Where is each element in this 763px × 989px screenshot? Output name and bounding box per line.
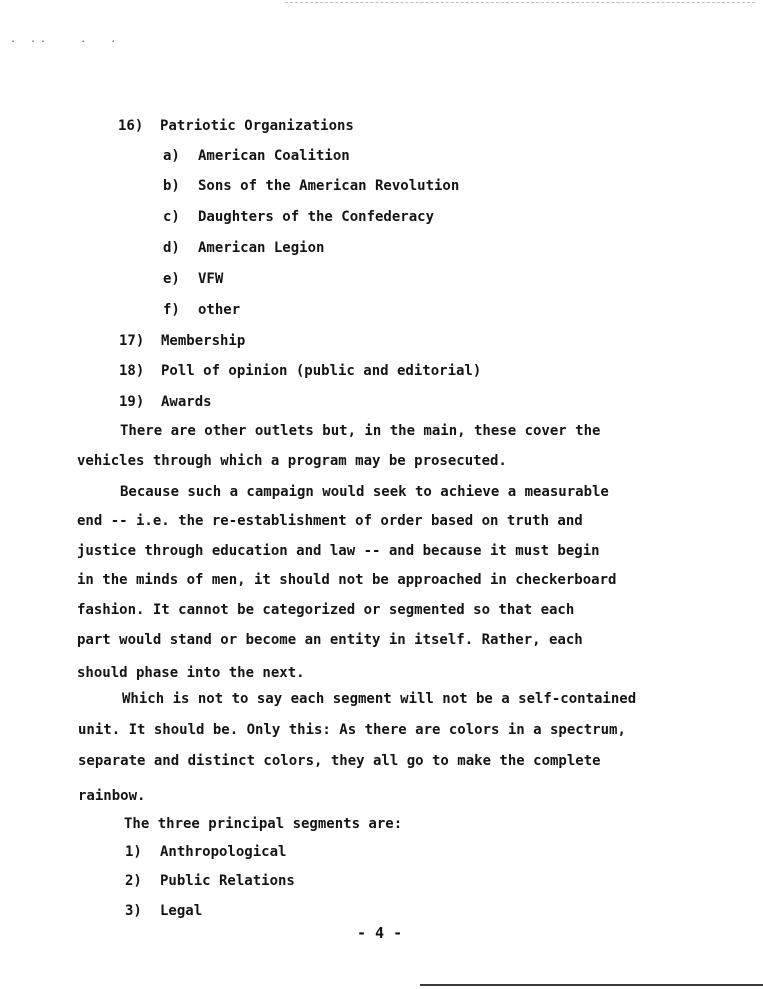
list-item-16 <box>118 117 354 135</box>
paragraph-line: part would stand or become an entity in itself. Rather, each <box>77 632 583 648</box>
sub-marker: b) <box>163 178 180 194</box>
paragraph-line: There are other outlets but, in the main, these cover the <box>120 423 601 439</box>
segment-marker: 1) <box>125 844 142 860</box>
sub-item-f <box>163 301 240 319</box>
sub-text: American Coalition <box>198 148 350 164</box>
list-text: Patriotic Organizations <box>160 118 354 134</box>
paragraph-line: rainbow. <box>78 788 146 804</box>
paragraph-line: vehicles through which a program may be prosecuted. <box>77 453 507 469</box>
segment-item-2 <box>125 872 295 890</box>
paragraph-line: fashion. It cannot be categorized or segmented so that each <box>77 602 575 618</box>
sub-item-b <box>163 177 459 195</box>
list-text: Awards <box>161 394 212 410</box>
paragraph-line: separate and distinct colors, they all go to make the complete <box>78 753 601 769</box>
paragraph-line: should phase into the next. <box>77 665 305 681</box>
sub-marker: f) <box>163 302 180 318</box>
sub-item-c <box>163 208 434 226</box>
segment-text: Legal <box>160 903 203 919</box>
list-item-19 <box>119 393 212 411</box>
sub-text: Sons of the American Revolution <box>198 178 460 194</box>
sub-item-d <box>163 239 324 257</box>
sub-item-e <box>163 270 223 288</box>
sub-text: other <box>198 302 241 318</box>
segment-marker: 3) <box>125 903 142 919</box>
sub-marker: d) <box>163 240 180 256</box>
segment-marker: 2) <box>125 873 142 889</box>
sub-marker: c) <box>163 209 180 225</box>
list-marker: 17) <box>119 333 145 349</box>
paragraph-line: justice through education and law -- and because it must begin <box>77 543 600 559</box>
list-text: Membership <box>161 333 246 349</box>
segment-text: Anthropological <box>160 844 287 860</box>
paragraph-line: The three principal segments are: <box>124 816 403 832</box>
segment-item-3 <box>125 902 202 920</box>
sub-text: Daughters of the Confederacy <box>198 209 435 225</box>
segment-item-1 <box>125 843 286 861</box>
sub-text: VFW <box>198 271 224 287</box>
paragraph-line: in the minds of men, it should not be approached in checkerboard <box>77 572 617 588</box>
paragraph-line: Because such a campaign would seek to achieve a measurable <box>120 484 609 500</box>
top-dashed-rule <box>285 2 755 3</box>
scan-specks: . .. . . <box>10 34 121 45</box>
list-marker: 19) <box>119 394 145 410</box>
sub-item-a <box>163 147 350 165</box>
paragraph-line: Which is not to say each segment will not be a self-contained <box>122 691 637 707</box>
paragraph-line: unit. It should be. Only this: As there are colors in a spectrum, <box>78 722 626 738</box>
sub-marker: e) <box>163 271 180 287</box>
sub-text: American Legion <box>198 240 325 256</box>
segment-text: Public Relations <box>160 873 295 889</box>
bottom-rule <box>420 984 763 986</box>
list-item-17 <box>119 332 245 350</box>
page-number: - 4 - <box>357 924 403 942</box>
paragraph-line: end -- i.e. the re-establishment of order based on truth and <box>77 513 583 529</box>
list-item-18 <box>119 362 481 380</box>
list-text: Poll of opinion (public and editorial) <box>161 363 482 379</box>
list-marker: 16) <box>118 118 144 134</box>
sub-marker: a) <box>163 148 180 164</box>
list-marker: 18) <box>119 363 145 379</box>
